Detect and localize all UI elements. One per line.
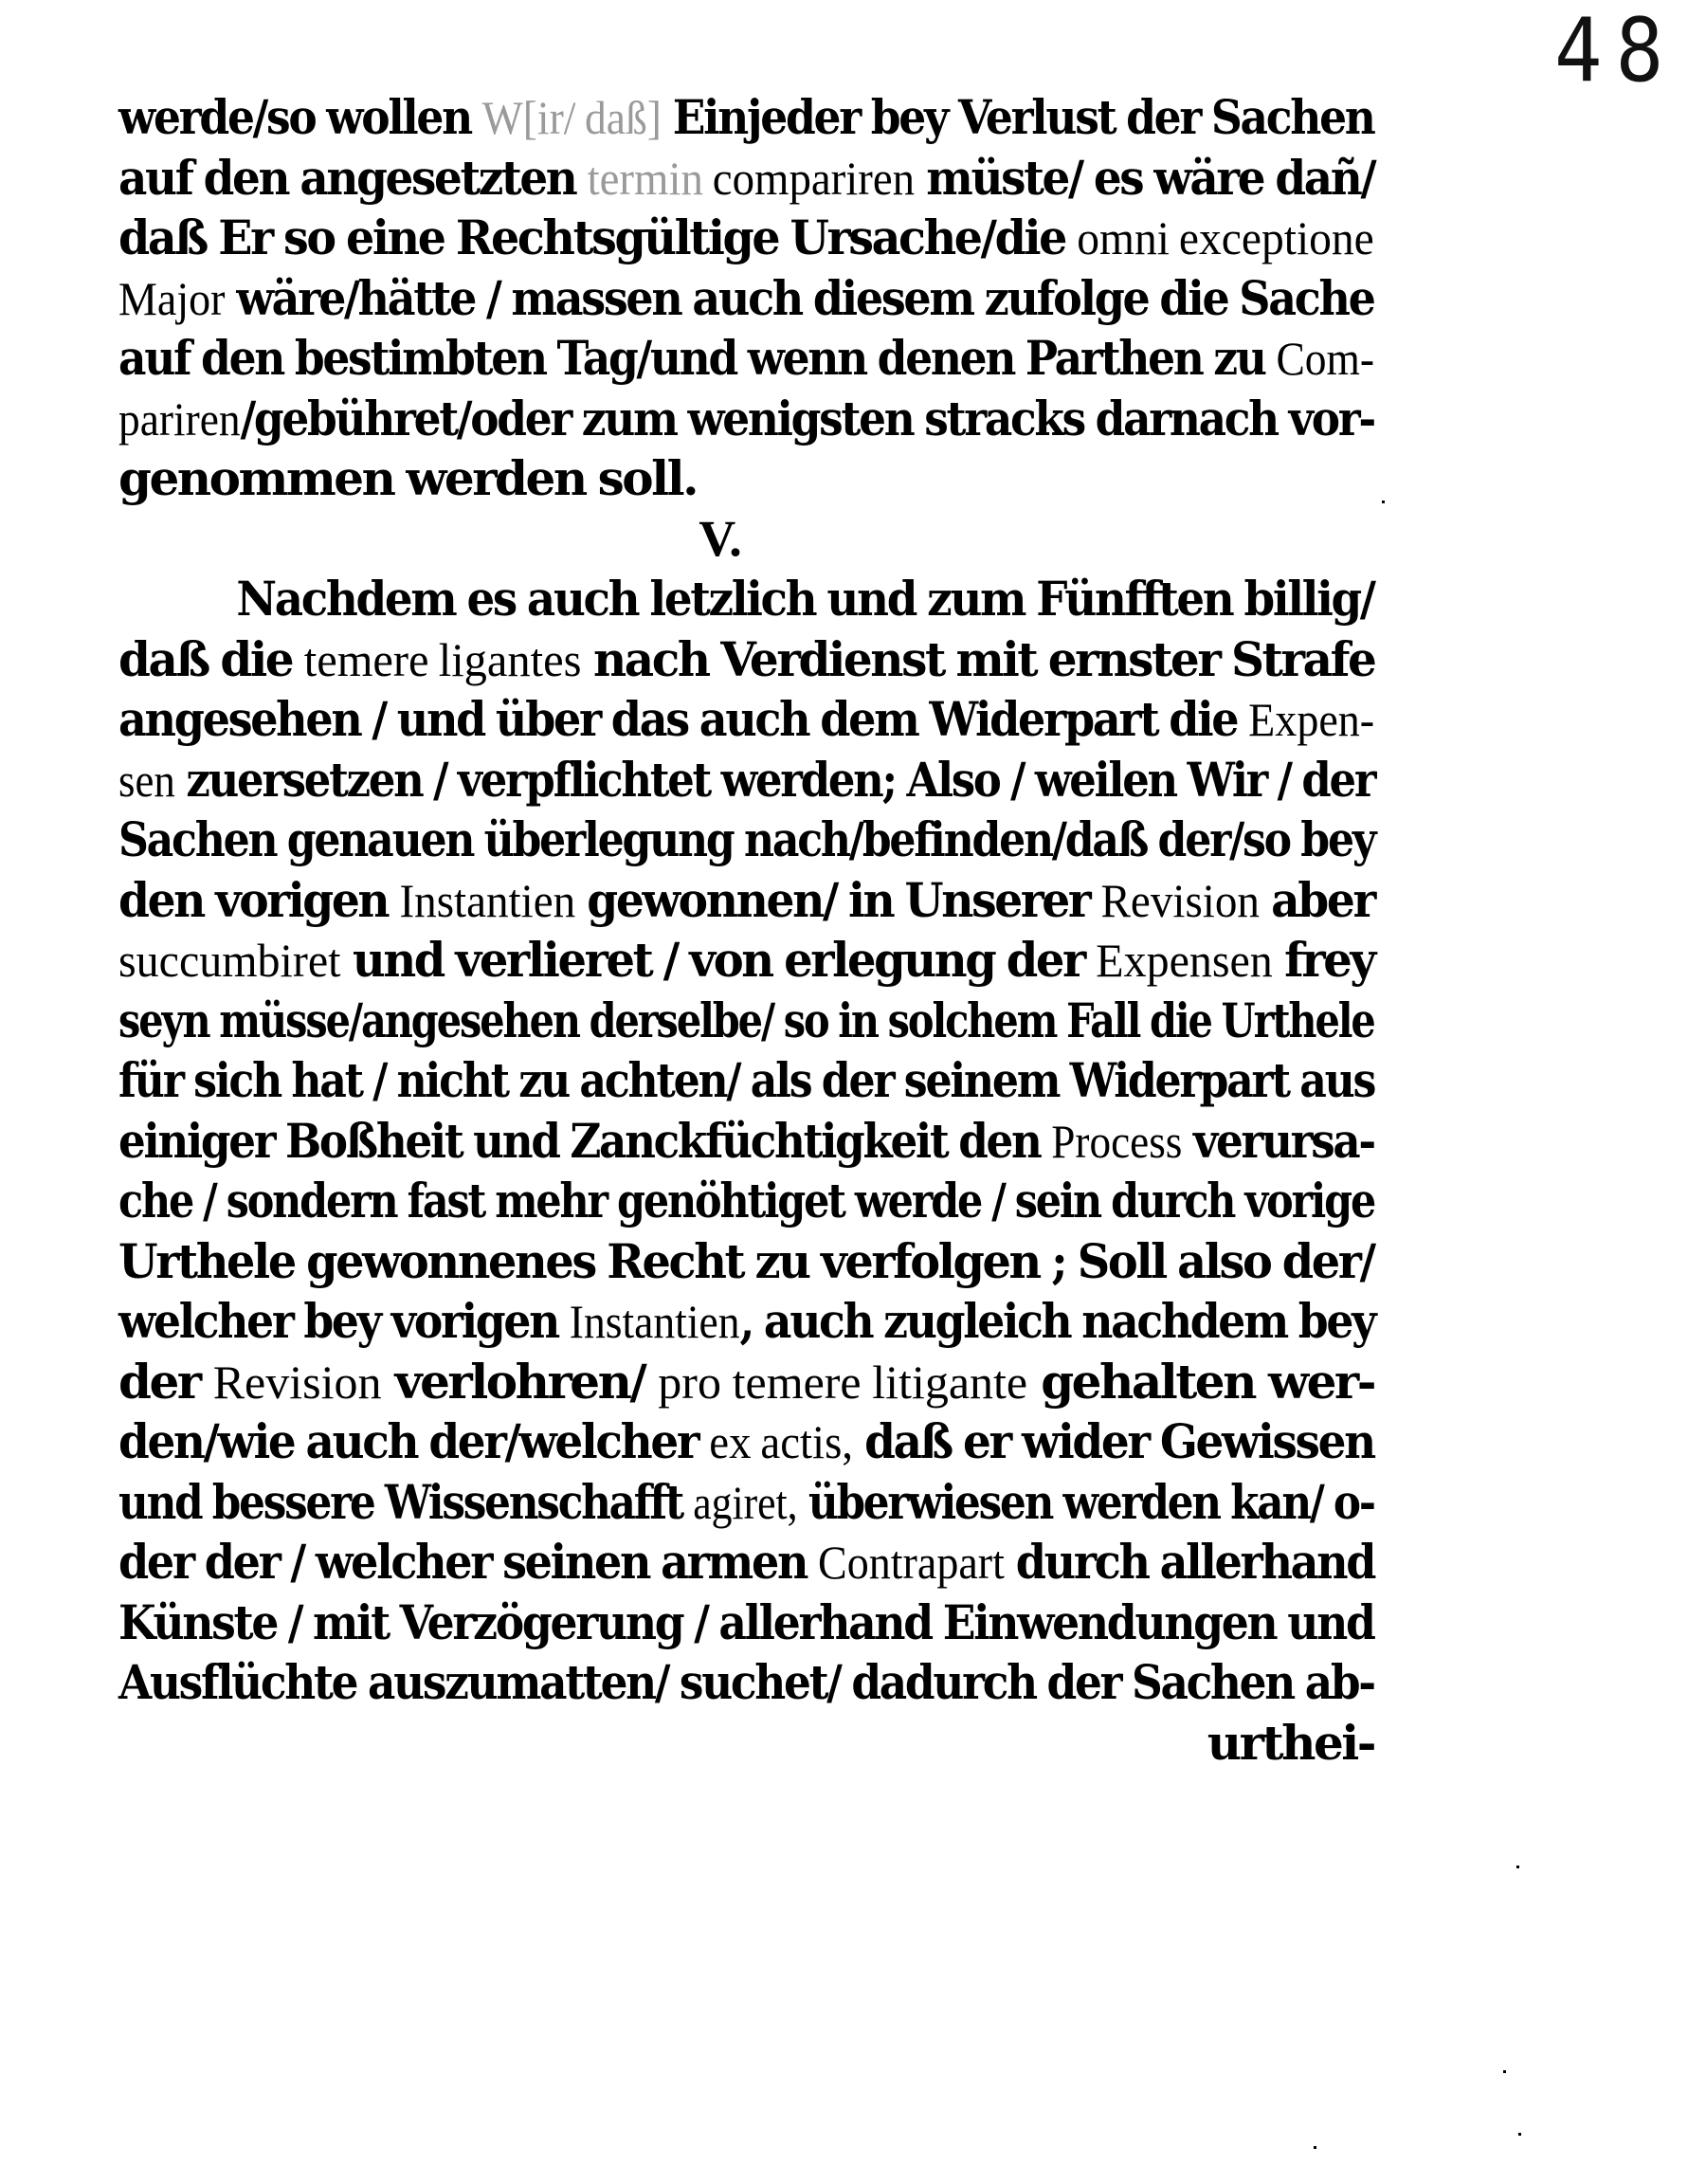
latin-text: Instantien — [569, 1295, 740, 1348]
fraktur-text: Urthele gewonnenes Recht zu verfolgen ; Soll also der/ — [118, 1232, 1374, 1289]
fraktur-text: urthei- — [1207, 1714, 1374, 1771]
text-line — [118, 1472, 1374, 1533]
text-line — [118, 87, 1374, 148]
fraktur-text: daß er wider Gewissen — [853, 1413, 1374, 1469]
fraktur-text: Ausflüchte auszumatten/ suchet/ dadurch der Sachen ab- — [118, 1654, 1374, 1710]
fraktur-text: verursa- — [1182, 1112, 1374, 1169]
faded-text: termin — [587, 151, 703, 205]
fraktur-text: und bessere Wissenschafft — [118, 1473, 694, 1530]
fraktur-text: /gebühret/oder zum wenigsten stracks darnach vor- — [240, 390, 1374, 446]
scan-speck — [1516, 1866, 1519, 1868]
text-line — [118, 810, 1375, 870]
latin-text: Com- — [1276, 332, 1375, 385]
scan-speck — [1518, 2133, 1521, 2136]
fraktur-text: überwiesen werden kan/ o- — [797, 1473, 1374, 1530]
fraktur-text: gewonnen/ in Unserer — [575, 871, 1101, 928]
text-line — [118, 689, 1375, 750]
text-line — [118, 389, 1374, 449]
latin-text: Process — [1051, 1114, 1183, 1168]
fraktur-text: welcher bey vorigen — [118, 1293, 570, 1349]
scan-speck — [1382, 500, 1385, 503]
fraktur-text: müste/ es wäre dañ/ — [915, 149, 1375, 206]
latin-text: temere ligantes — [303, 632, 582, 686]
section-v-paragraph — [118, 569, 1374, 1773]
latin-text: Major — [118, 271, 226, 325]
text-line — [118, 1171, 1375, 1231]
fraktur-text: einiger Boßheit und Zanckfüchtigkeit den — [118, 1112, 1052, 1169]
fraktur-text: Einjeder bey Verlust der Sachen — [661, 89, 1374, 145]
fraktur-text: angesehen / und über das auch dem Widerpart die — [118, 691, 1249, 747]
text-line — [118, 1532, 1375, 1592]
text-line — [118, 930, 1374, 991]
scan-speck — [1503, 2070, 1506, 2073]
faded-text: W[ir/ daß] — [481, 91, 662, 144]
latin-text: Revision — [1100, 873, 1260, 927]
fraktur-text: auf den angesetzten — [118, 149, 588, 206]
latin-text: omni exceptione — [1077, 211, 1374, 264]
latin-text: Expensen — [1096, 934, 1273, 987]
latin-text: Revision — [212, 1355, 382, 1409]
fraktur-text: der — [118, 1353, 213, 1410]
scan-speck — [1314, 2146, 1316, 2149]
latin-text: Contrapart — [818, 1536, 1005, 1589]
fraktur-text: verlohren/ — [381, 1353, 659, 1410]
text-line — [118, 629, 1375, 690]
text-line — [118, 1652, 1374, 1713]
text-line — [118, 148, 1375, 209]
text-line — [118, 1713, 1374, 1774]
fraktur-text: aber — [1259, 871, 1374, 928]
text-line — [118, 1592, 1374, 1653]
body-text — [118, 87, 1374, 1773]
fraktur-text: der der / welcher seinen armen — [118, 1534, 819, 1590]
text-line — [118, 750, 1375, 810]
latin-text: pro temere litigante — [658, 1355, 1028, 1409]
fraktur-text: seyn müsse/angesehen derselbe/ so in solchem Fall die Urthele — [118, 992, 1374, 1048]
text-line — [118, 1111, 1374, 1172]
latin-text: compariren — [702, 151, 916, 205]
latin-text: sen — [118, 753, 175, 807]
fraktur-text: Künste / mit Verzögerung / allerhand Einwendungen und — [118, 1593, 1374, 1650]
fraktur-text: frey — [1272, 932, 1374, 988]
fraktur-text: gehalten wer- — [1027, 1353, 1374, 1410]
text-line — [118, 1291, 1375, 1352]
text-line — [118, 328, 1375, 389]
section-heading: V. — [699, 509, 742, 567]
fraktur-text: , auch zugleich nachdem bey — [739, 1293, 1375, 1349]
latin-text: Expen- — [1248, 693, 1375, 746]
fraktur-text: für sich hat / nicht zu achten/ als der seinem Widerpart aus — [118, 1052, 1375, 1108]
fraktur-text: werde/so wollen — [118, 89, 482, 145]
fraktur-text: daß Er so eine Rechtsgültige Ursache/die — [118, 209, 1078, 265]
page-number: 48 — [1554, 0, 1678, 101]
fraktur-text: zuersetzen / verpflichtet werden; Also / weilen Wir / der — [174, 751, 1375, 808]
latin-text: ex actis, — [709, 1415, 854, 1468]
text-line — [118, 1352, 1374, 1412]
text-line — [118, 1411, 1374, 1472]
fraktur-text: Nachdem es auch letzlich und zum Fünfften billig/ — [236, 571, 1374, 627]
latin-text: Instantien — [399, 873, 576, 927]
latin-text: agiret, — [693, 1475, 798, 1529]
text-line — [118, 448, 1374, 509]
text-line — [118, 268, 1374, 329]
text-line — [118, 1231, 1374, 1292]
text-line — [118, 1050, 1375, 1111]
text-line — [118, 208, 1374, 268]
text-line — [118, 569, 1374, 629]
latin-text: pariren — [118, 391, 241, 446]
fraktur-text: genommen werden soll. — [118, 450, 697, 506]
fraktur-text: daß die — [118, 630, 304, 687]
fraktur-text: auf den bestimbten Tag/und wenn denen Parthen zu — [118, 330, 1277, 386]
fraktur-text: Sachen genauen überlegung nach/befinden/daß der/so bey — [118, 811, 1375, 867]
text-line — [118, 870, 1374, 931]
latin-text: succumbiret — [118, 934, 341, 987]
fraktur-text: che / sondern fast mehr genöhtiget werde / sein durch vorige — [118, 1173, 1375, 1228]
text-line — [118, 991, 1374, 1051]
fraktur-text: den vorigen — [118, 871, 400, 928]
fraktur-text: wäre/hätte / massen auch diesem zufolge die Sache — [225, 269, 1374, 326]
continuation-paragraph — [118, 87, 1374, 509]
fraktur-text: durch allerhand — [1004, 1534, 1375, 1590]
fraktur-text: den/wie auch der/welcher — [118, 1413, 710, 1469]
fraktur-text: und verlieret / von erlegung der — [340, 932, 1097, 988]
fraktur-text: nach Verdienst mit ernster Strafe — [581, 630, 1375, 687]
